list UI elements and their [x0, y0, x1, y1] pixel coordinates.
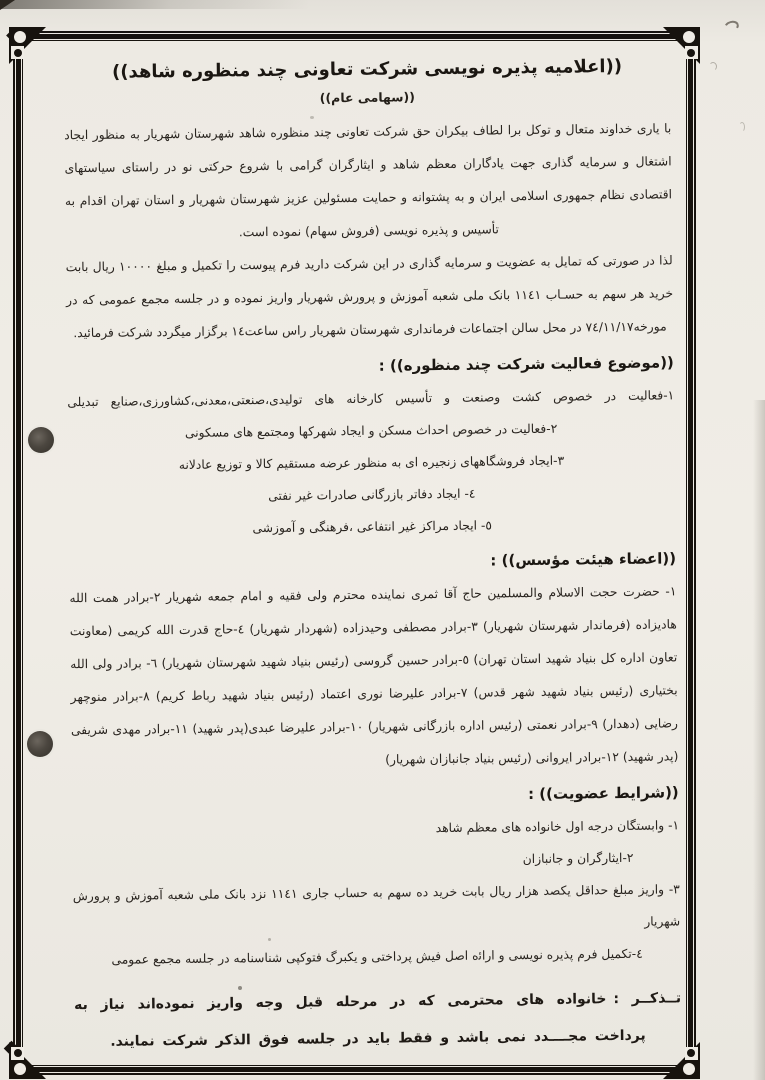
- corner-white-dot: [683, 31, 695, 43]
- membership-item-1: ١- وابستگان درجه اول خانواده های معظم شاهد: [435, 818, 680, 836]
- note-label: تــذکــر :: [613, 990, 682, 1008]
- scan-smudge-top: [0, 0, 310, 9]
- founders-paragraph: ١- حضرت حجت الاسلام والمسلمین حاج آقا ثمری نماینده محترم ولی فقیه و امام جمعه شهریار ٢-برادر همت الله هادیزاده (فرماندار شهرستان شهریار) ٣-برادر مصطفی وحیدزاده (شهردار شهریار) ٤-حاج قدرت الله کریمی (معاونت تعاون اداره کل بنیاد شهید استان تهران) ٥-برادر حسین گروسی (رئیس بنیاد شهید شهرستان شهریار) ٦- برادر ولی الله بختیاری (رئیس بنیاد شهید شهر قدس) ٧-برادر علیرضا نوری اعتماد (رئیس بنیاد شهید رباط کریم) ٨-برادر منوچهر رضایی (دهدار) ٩-برادر نعمتی (رئیس اداره بازرگانی شهریار) ١٠-برادر علیرضا عبدی(پدر شهید) ١١-برادر مهدی شریفی (پدر شهید) ١٢-برادر ایروانی (رئیس بنیاد جانبازان شهریار): [69, 584, 679, 767]
- punch-hole-top: [28, 427, 54, 453]
- note-paragraph: [74, 980, 682, 1061]
- scan-edge-shadow: [753, 400, 765, 1080]
- corner-white-dot: [683, 1063, 695, 1075]
- activity-item-1: ١-فعالیت در خصوص کشت وصنعت و تأسیس کارخانه های تولیدی،صنعتی،معدنی،کشاورزی،صنایع تبدیلی: [67, 388, 675, 410]
- handwritten-mark: [709, 62, 717, 71]
- handwritten-mark: [739, 122, 745, 132]
- border-line-inner: [22, 40, 687, 1066]
- intro-paragraph-1: با یاری خداوند متعال و توکل برا لطاف بیکران حق شرکت تعاونی چند منظوره شاهد شهرستان شهریار به منظور ایجاد اشتغال و سرمایه گذاری جهت یادگاران معظم شاهد و ایثارگران گرامی با شروع حرکتی نو در راستای سیاستهای اقتصادی نظام جمهوری اسلامی ایران و به پشتوانه و حمایت مسئولین عزیز شهرستان شهریار و استان تهران اقدام به تأسیس و پذیره نویسی (فروش سهام) نموده است.: [64, 121, 673, 240]
- scan-mark-corner: [0, 0, 15, 10]
- activity-item-5: ٥- ایجاد مراکز غیر انتفاعی ،فرهنگی و آموزشی: [252, 518, 493, 536]
- corner-black-dot: [14, 49, 22, 57]
- activity-item-3: ٣-ایجاد فروشگاههای زنجیره ای به منظور عرضه مستقیم کالا و توزیع عادلانه: [178, 453, 565, 472]
- document-content: [17, 37, 692, 1068]
- border-line-middle: [16, 34, 693, 1072]
- document-title: ((اعلامیه پذیره نویسی شرکت تعاونی چند منظوره شاهد)): [111, 55, 623, 83]
- section-heading-activities: ((موضوع فعالیت شرکت چند منظوره)) :: [378, 353, 674, 375]
- corner-black-dot: [687, 49, 695, 57]
- corner-black-dot: [14, 1049, 22, 1057]
- corner-ornament-bottom-left: [9, 1042, 46, 1079]
- document-subtitle: ((سهامی عام)): [319, 89, 416, 106]
- activity-item-2: ٢-فعالیت در خصوص احداث مسکن و ایجاد شهرکها ومجتمع های مسکونی: [184, 421, 558, 440]
- punch-hole-bottom: [27, 731, 53, 757]
- corner-white-dot: [14, 1063, 26, 1075]
- section-heading-membership: ((شرایط عضویت)) :: [527, 783, 679, 804]
- corner-black-dot: [687, 1049, 695, 1057]
- corner-ornament-top-right: [663, 27, 700, 64]
- activity-item-4: ٤- ایجاد دفاتر بازرگانی صادرات غیر نفتی: [268, 486, 476, 503]
- note-text: خانواده های محترمی که در مرحله قبل وجه واریز نموده‌اند نیاز به پرداخت مجــــدد نمی باشد و فقط باید در جلسه فوق الذکر شرکت نمایند.: [74, 991, 646, 1050]
- corner-ornament-top-left: [9, 27, 46, 64]
- membership-item-2: ٢-ایثارگران و جانبازان: [522, 850, 634, 867]
- decorative-border-frame: [13, 31, 696, 1075]
- corner-white-dot: [14, 31, 26, 43]
- section-heading-founders: ((اعضاء هیئت مؤسس)) :: [490, 549, 677, 570]
- membership-item-3: ٣- واریز مبلغ حداقل یکصد هزار ریال بابت خرید ده سهم به حساب جاری ١١٤١ نزد بانک ملی شعبه آموزش و پرورش شهریار: [72, 882, 681, 929]
- handwritten-mark: [723, 19, 741, 34]
- membership-item-4: ٤-تکمیل فرم پذیره نویسی و اراﺋه اصل فیش پرداختی و یکبرگ فتوکپی شناسنامه در جلسه مجمع عمومی: [111, 946, 643, 967]
- intro-paragraph-2: لذا در صورتی که تمایل به عضویت و سرمایه گذاری در این شرکت دارید فرم پیوست را تکمیل و مبلغ ١٠٠٠٠ ریال بابت خرید هر سهم به حسـاب ١١٤١ بانک ملی شعبه آموزش و پرورش شهریار واریز نموده و در جلسه مجمع عمومی که در مورخه٧٤/١١/١٧ در محل سالن اجتماعات فرمانداری شهرستان شهریار راس ساعت١٤ برگزار میگردد شرکت فرمائید.: [65, 253, 674, 341]
- corner-ornament-bottom-right: [663, 1042, 700, 1079]
